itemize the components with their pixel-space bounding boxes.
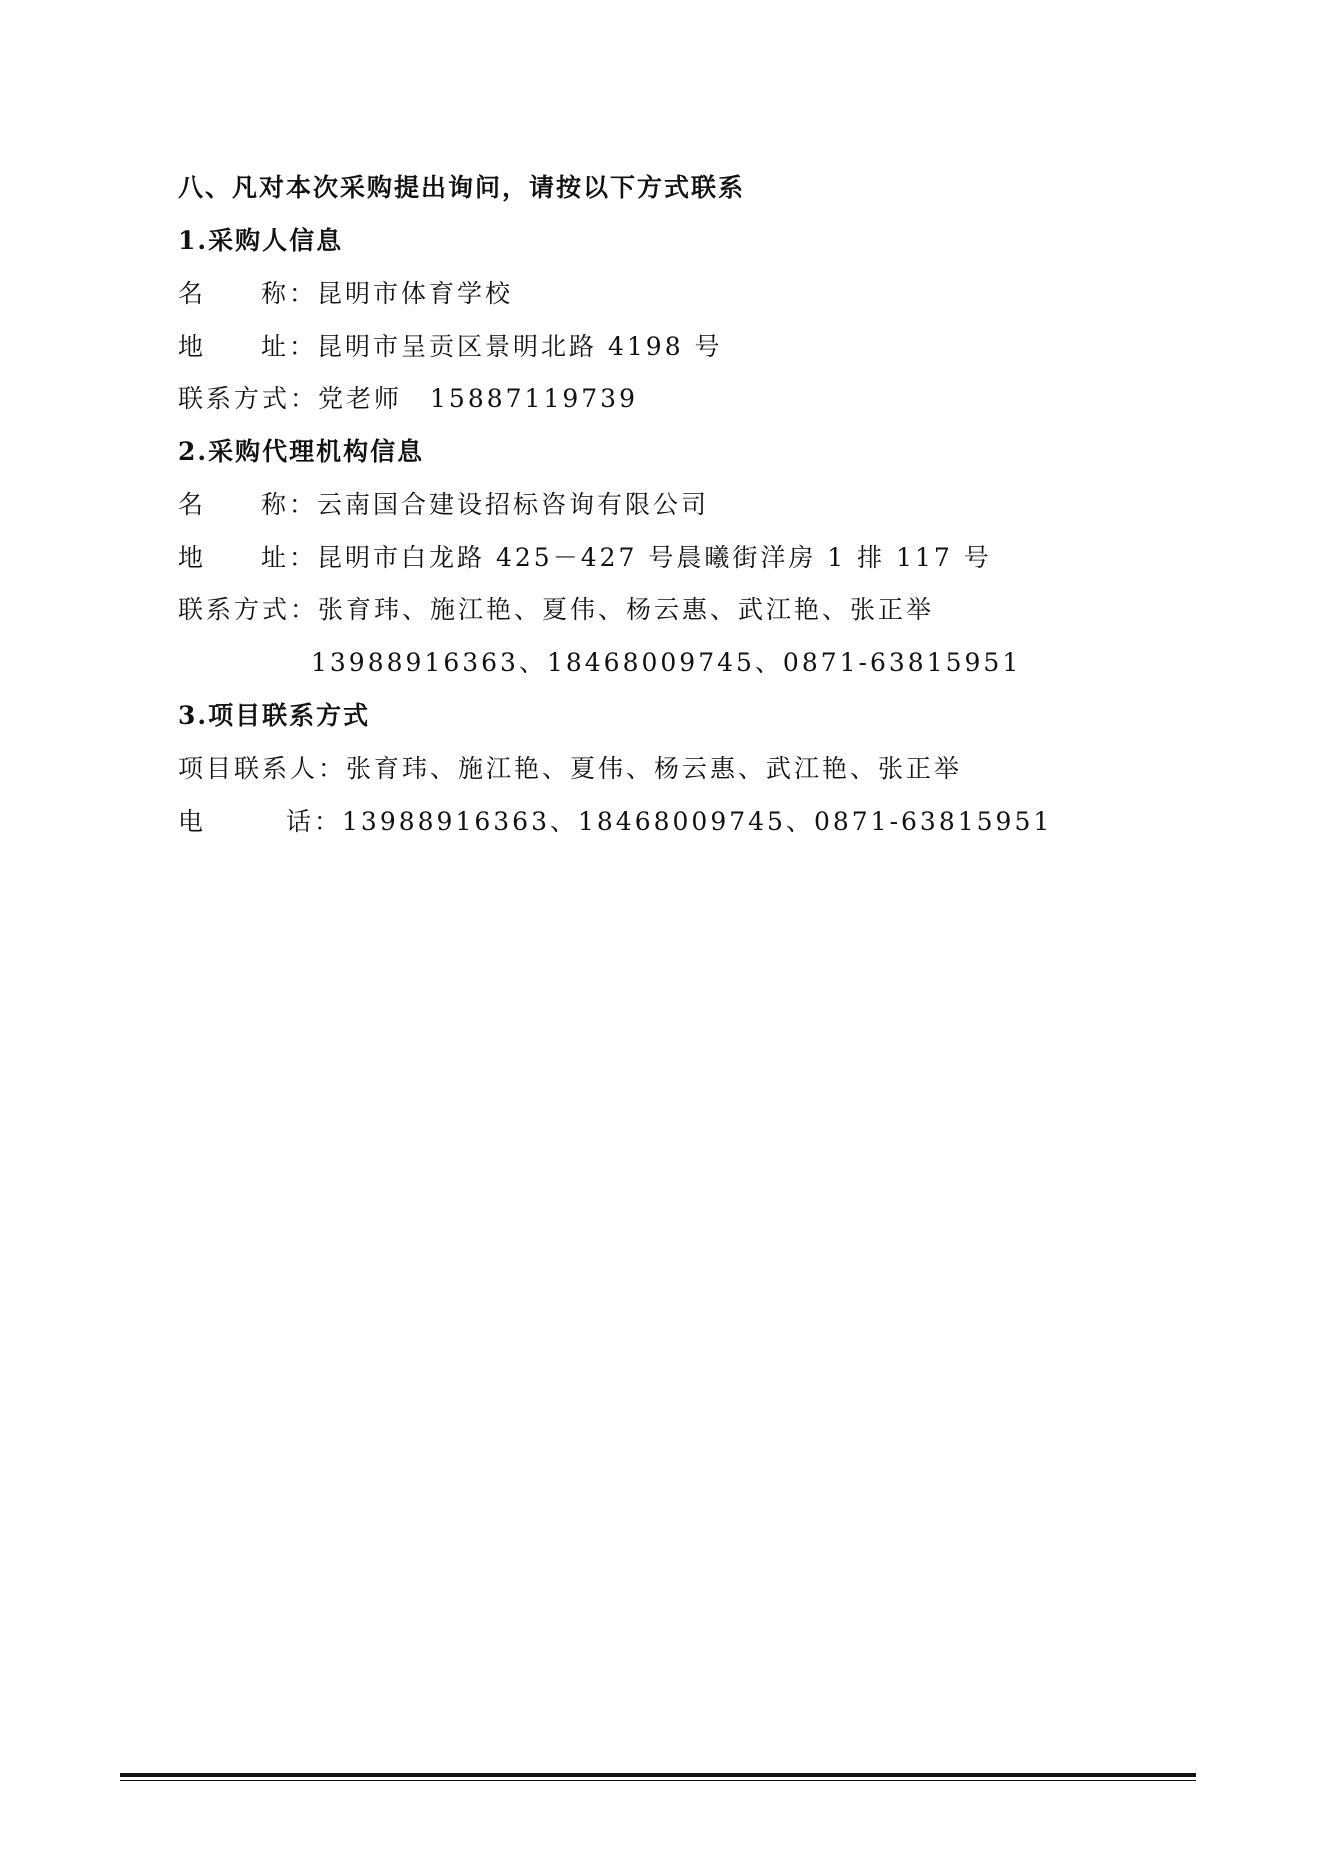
purchaser-contact-value: 党老师 15887119739	[318, 384, 638, 413]
agency-name-value: 云南国合建设招标咨询有限公司	[317, 490, 710, 519]
purchaser-heading: 1.采购人信息	[178, 226, 344, 255]
purchaser-name-label-first: 名	[178, 279, 207, 308]
agency-name-label-first: 名	[178, 490, 207, 519]
purchaser-name-label-second: 称：	[261, 279, 318, 308]
project-contact-phone-label-second: 话：	[286, 807, 343, 836]
purchaser-address-label-second: 址：	[261, 332, 318, 361]
footer-rule-thin	[120, 1780, 1196, 1781]
project-contact-heading: 3.项目联系方式	[178, 701, 371, 730]
agency-contact-row	[178, 594, 934, 626]
section-title: 八、凡对本次采购提出询问，请按以下方式联系	[178, 173, 746, 202]
purchaser-address-label-first: 地	[178, 332, 207, 361]
agency-contact-names: 张育玮、施江艳、夏伟、杨云惠、武江艳、张正举	[318, 595, 935, 624]
purchaser-address-row	[178, 331, 723, 363]
agency-heading: 2.采购代理机构信息	[178, 437, 425, 466]
agency-address-row	[178, 542, 992, 574]
agency-name-row	[178, 489, 709, 521]
project-contact-phone-value: 13988916363、18468009745、0871-63815951	[342, 807, 1053, 836]
agency-address-label-second: 址：	[261, 543, 318, 572]
agency-address-label-first: 地	[178, 543, 207, 572]
project-contact-person-label: 项目联系人：	[178, 754, 347, 783]
project-contact-phone-label-first: 电	[178, 807, 207, 836]
project-contact-phone-row	[178, 806, 1052, 838]
agency-contact-label: 联系方式：	[178, 595, 319, 624]
agency-name-label-second: 称：	[261, 490, 318, 519]
purchaser-name-row	[178, 278, 513, 310]
project-contact-person-value: 张育玮、施江艳、夏伟、杨云惠、武江艳、张正举	[346, 754, 963, 783]
agency-contact-phones: 13988916363、18468009745、0871-63815951	[311, 648, 1022, 677]
agency-address-value: 昆明市白龙路 425－427 号晨曦街洋房 1 排 117 号	[317, 543, 992, 572]
footer-rule-thick	[120, 1773, 1196, 1777]
purchaser-contact-row	[178, 383, 638, 415]
purchaser-name-value: 昆明市体育学校	[317, 279, 514, 308]
project-contact-person-row	[178, 753, 962, 785]
purchaser-address-value: 昆明市呈贡区景明北路 4198 号	[317, 332, 723, 361]
purchaser-contact-label: 联系方式：	[178, 384, 319, 413]
